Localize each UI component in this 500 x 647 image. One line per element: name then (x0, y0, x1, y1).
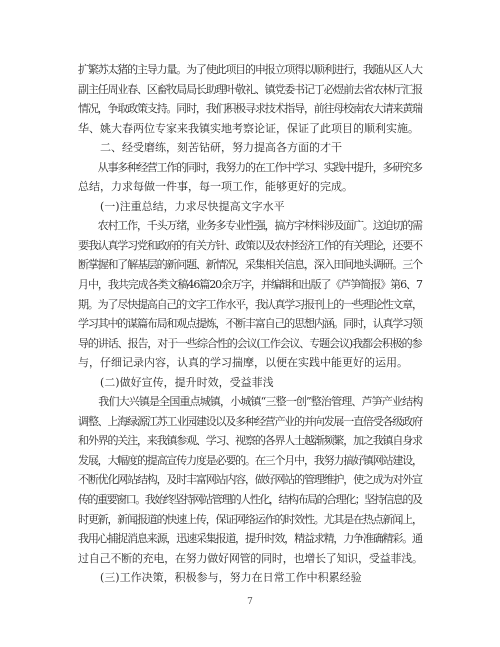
paragraph-line: 总结，力求每做一件事，每一项工作，能够更好的完成。 (78, 180, 353, 194)
paragraph-line: 华、姚大春两位专家来我镇实地考察论证，保证了此项目的顺利实施。 (78, 121, 419, 135)
paragraph-line: 期。为了尽快提高自己的文字工作水平，我认真学习报刊上的一些理论性文章， (78, 297, 422, 311)
paragraph-line: 要我认真学习党和政府的有关方针、政策以及农村经济工作的有关理论，还要不 (78, 238, 422, 252)
paragraph-line: 扩繁苏太猪的主导力量。为了使此项目的申报立项得以顺利进行，我随从区人大 (78, 63, 422, 76)
paragraph-line: 过自己不断的充电，在努力做好网管的同时，也增长了知识，受益菲浅。 (78, 551, 423, 565)
subsection-heading: (三)工作决策，积极参与，努力在日常工作中积累经验 (78, 571, 362, 585)
paragraph-line: 副主任周业春、区畜牧局局长助理叶敬礼、镇党委书记丁必煜前去省农林厅汇报 (78, 82, 422, 96)
paragraph-line: 不断优化网站结构，及时丰富网站内容，做好网站的管理维护，使之成为对外宣 (78, 473, 422, 487)
paragraph-line: 时更新，新闻报道的快速上传，保证网络运作的时效性。尤其是在热点新闻上， (78, 512, 422, 526)
paragraph-line: 与，仔细记录内容，认真的学习揣摩，以便在实践中能更好的运用。 (78, 356, 408, 370)
page-number: 7 (247, 597, 253, 607)
paragraph-line: 我们大兴镇是全国重点城镇，小城镇“三整一创”整治管理、芦笋产业结构 (78, 395, 423, 409)
paragraph-line: 和外界的关注，来我镇参观、学习、视察的各界人士越渐频繁，加之我镇自身求 (78, 434, 422, 448)
paragraph-line: 我用心捕捉消息来源，迅速采集报道，提升时效，精益求精，力争准确精彩。通 (78, 532, 422, 546)
paragraph-line: 学习其中的谋篇布局和观点提炼，不断丰富自己的思想内涵。同时，认真学习领 (78, 317, 422, 331)
paragraph-line: 传的重要窗口。我始终坚持网站管理的人性化，结构布局的合理化；坚持信息的及 (78, 493, 422, 507)
paragraph-line: 情况，争取政策支持。同时，我们积极寻求技术指导，前往母校南农大请来黄瑞 (78, 102, 422, 116)
body-text (78, 60, 423, 588)
paragraph-line: 从事多种经营工作的同时，我努力的在工作中学习、实践中提升，多研究多 (78, 160, 422, 174)
paragraph-line: 发展，大幅度的提高宣传力度是必要的。在三个月中，我努力搞好镇网站建设， (78, 453, 422, 467)
section-heading: 二、经受磨练，刻苦钻研，努力提高各方面的才干 (78, 141, 342, 155)
subsection-heading: (一)注重总结，力求尽快提高文字水平 (78, 199, 285, 213)
paragraph-line: 导的讲话、报告，对于一些综合性的会议(工作会议、专题会议)我都会积极的参 (78, 336, 422, 350)
subsection-heading: (二)做好宣传，提升时效，受益菲浅 (78, 375, 274, 389)
paragraph-line: 断掌握和了解基层的新问题、新情况，采集相关信息，深入田间地头调研。三个 (78, 258, 422, 272)
paragraph-line: 月中，我共完成各类文稿46篇20余万字，并编辑和出版了《芦笋简报》第6、7 (78, 278, 422, 292)
paragraph-line: 农村工作，千头万绪，业务多专业性强，搞方字材料涉及面广。这迫切的需 (78, 219, 422, 233)
paragraph-line: 调整、上海绿源江苏工业园建设以及多种经营产业的并向发展一直倍受各级政府 (78, 414, 422, 428)
